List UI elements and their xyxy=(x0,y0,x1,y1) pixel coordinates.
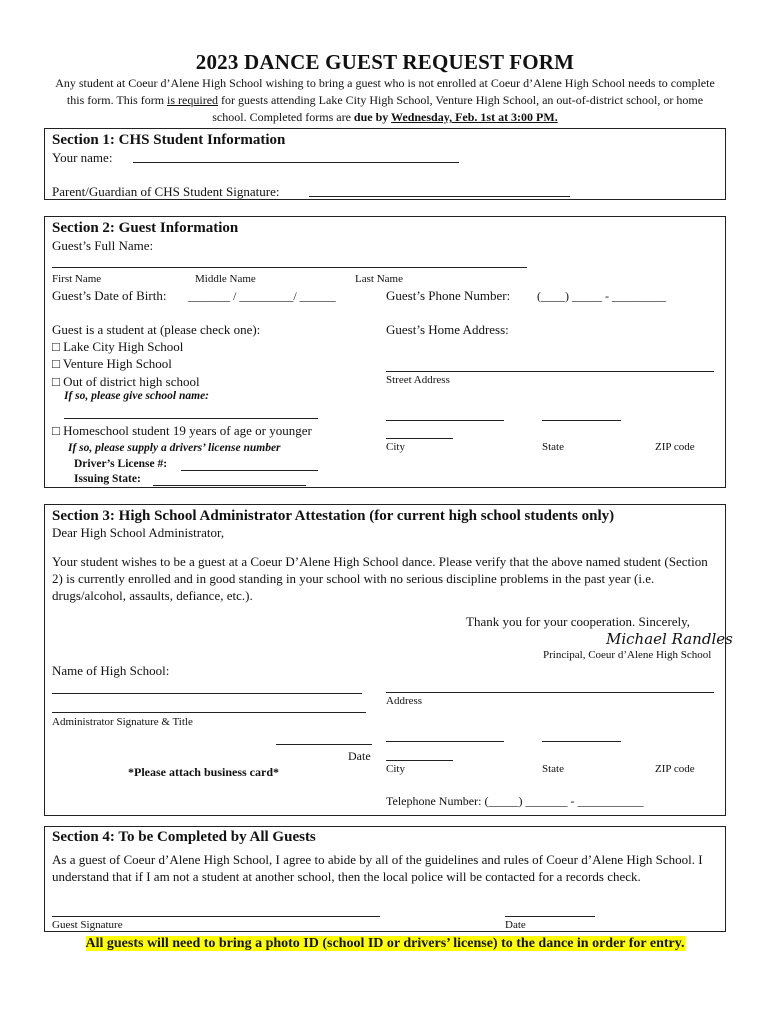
admin-body-text: Your student wishes to be a guest at a Coeur D’Alene High School dance. Please verify that the above named student (Section 2) is currently enrolled and in good standing in your school with no serious discipline problems in the past year (i.e. drugs/alcohol, assaults, defiance, etc.). xyxy=(52,554,708,603)
zip-field[interactable] xyxy=(386,438,453,439)
license-note: If so, please supply a drivers’ license number xyxy=(68,442,281,454)
issuing-state-field[interactable] xyxy=(153,485,306,486)
school-name-line-1[interactable] xyxy=(52,693,362,694)
admin-city-field[interactable] xyxy=(386,741,504,742)
license-number-label: Driver’s License #: xyxy=(74,458,168,470)
home-address-label: Guest’s Home Address: xyxy=(386,322,509,337)
your-name-field[interactable] xyxy=(133,162,459,163)
section-4-heading: Section 4: To be Completed by All Guests xyxy=(52,829,316,845)
required-emphasis: is required xyxy=(167,93,219,107)
principal-title: Principal, Coeur d’Alene High School xyxy=(543,649,712,661)
section-3-heading: Section 3: High School Administrator Attestation (for current high school students only) xyxy=(52,508,615,524)
admin-city-caption: City xyxy=(386,763,405,775)
option-venture[interactable]: □ Venture High School xyxy=(52,356,172,371)
guest-agreement-text: As a guest of Coeur d’Alene High School, I agree to abide by all of the guidelines and rules of Coeur d’Alene High School. I understand that if I am not a student at another school, then the local police will be contacted for a records check. xyxy=(52,852,703,884)
admin-telephone-field[interactable]: Telephone Number: (_____) _______ - ___________ xyxy=(386,794,644,808)
guest-full-name-field[interactable] xyxy=(52,267,527,268)
issuing-state-label: Issuing State: xyxy=(74,473,141,485)
state-caption: State xyxy=(542,441,564,453)
zip-caption: ZIP code xyxy=(655,441,695,453)
admin-zip-caption: ZIP code xyxy=(655,763,695,775)
section-2-heading: Section 2: Guest Information xyxy=(52,220,239,236)
guest-date-field[interactable] xyxy=(505,916,595,917)
city-field[interactable] xyxy=(386,420,504,421)
admin-address-field[interactable] xyxy=(386,692,714,693)
admin-state-caption: State xyxy=(542,763,564,775)
last-name-caption: Last Name xyxy=(355,273,403,285)
attach-card-note: *Please attach business card* xyxy=(128,765,279,779)
your-name-label: Your name: xyxy=(52,150,113,165)
parent-signature-field[interactable] xyxy=(309,196,570,197)
school-name-line-2[interactable] xyxy=(52,712,366,713)
option-homeschool[interactable]: □ Homeschool student 19 years of age or younger xyxy=(52,423,312,438)
admin-state-field[interactable] xyxy=(542,741,621,742)
street-address-field[interactable] xyxy=(386,371,714,372)
first-name-caption: First Name xyxy=(52,273,102,285)
admin-address-caption: Address xyxy=(386,695,423,707)
state-field[interactable] xyxy=(542,420,621,421)
license-number-field[interactable] xyxy=(181,470,318,471)
admin-greeting: Dear High School Administrator, xyxy=(52,525,225,540)
school-name-note: If so, please give school name: xyxy=(64,390,210,402)
form-title: 2023 DANCE GUEST REQUEST FORM xyxy=(195,50,575,74)
due-label: due by xyxy=(353,110,392,124)
school-name-label: Name of High School: xyxy=(52,663,170,678)
admin-date-field[interactable] xyxy=(276,744,372,745)
guest-date-caption: Date xyxy=(505,919,526,931)
phone-label: Guest’s Phone Number: xyxy=(386,288,511,303)
due-date: Wednesday, Feb. 1st at 3:00 PM. xyxy=(391,110,558,124)
intro-text: Any student at Coeur d’Alene High School wishing to bring a guest who is not enrolled at Coeur d’Alene High School needs to complete this form. This form is required for guests attending Lake City High School, Venture High School, an out-of-district school, or home school. Completed forms are due by Wednesday, Feb. 1st at 3:00 PM. xyxy=(55,76,715,124)
section-1-heading: Section 1: CHS Student Information xyxy=(52,132,286,148)
phone-field[interactable]: (____) _____ - _________ xyxy=(537,289,666,303)
admin-zip-field[interactable] xyxy=(386,760,453,761)
street-address-caption: Street Address xyxy=(386,374,450,386)
thanks-text: Thank you for your cooperation. Sincerely, xyxy=(466,614,691,629)
guest-signature-field[interactable] xyxy=(52,916,380,917)
principal-signature: Michael Randles xyxy=(606,630,733,648)
dob-field[interactable]: _______ / _________/ ______ xyxy=(188,289,336,303)
admin-signature-caption: Administrator Signature & Title xyxy=(52,716,193,728)
guest-signature-caption: Guest Signature xyxy=(52,919,123,931)
middle-name-caption: Middle Name xyxy=(195,273,256,285)
guest-full-name-label: Guest’s Full Name: xyxy=(52,238,154,253)
dob-label: Guest’s Date of Birth: xyxy=(52,288,167,303)
student-at-label: Guest is a student at (please check one): xyxy=(52,322,261,337)
photo-id-notice: All guests will need to bring a photo ID (school ID or drivers’ license) to the dance in order for entry. xyxy=(85,936,685,951)
option-lake-city[interactable]: □ Lake City High School xyxy=(52,339,184,354)
city-caption: City xyxy=(386,441,405,453)
school-name-field[interactable] xyxy=(64,418,318,419)
admin-date-caption: Date xyxy=(348,749,371,763)
option-out-of-district[interactable]: □ Out of district high school xyxy=(52,374,200,389)
parent-signature-label: Parent/Guardian of CHS Student Signature: xyxy=(52,184,280,199)
